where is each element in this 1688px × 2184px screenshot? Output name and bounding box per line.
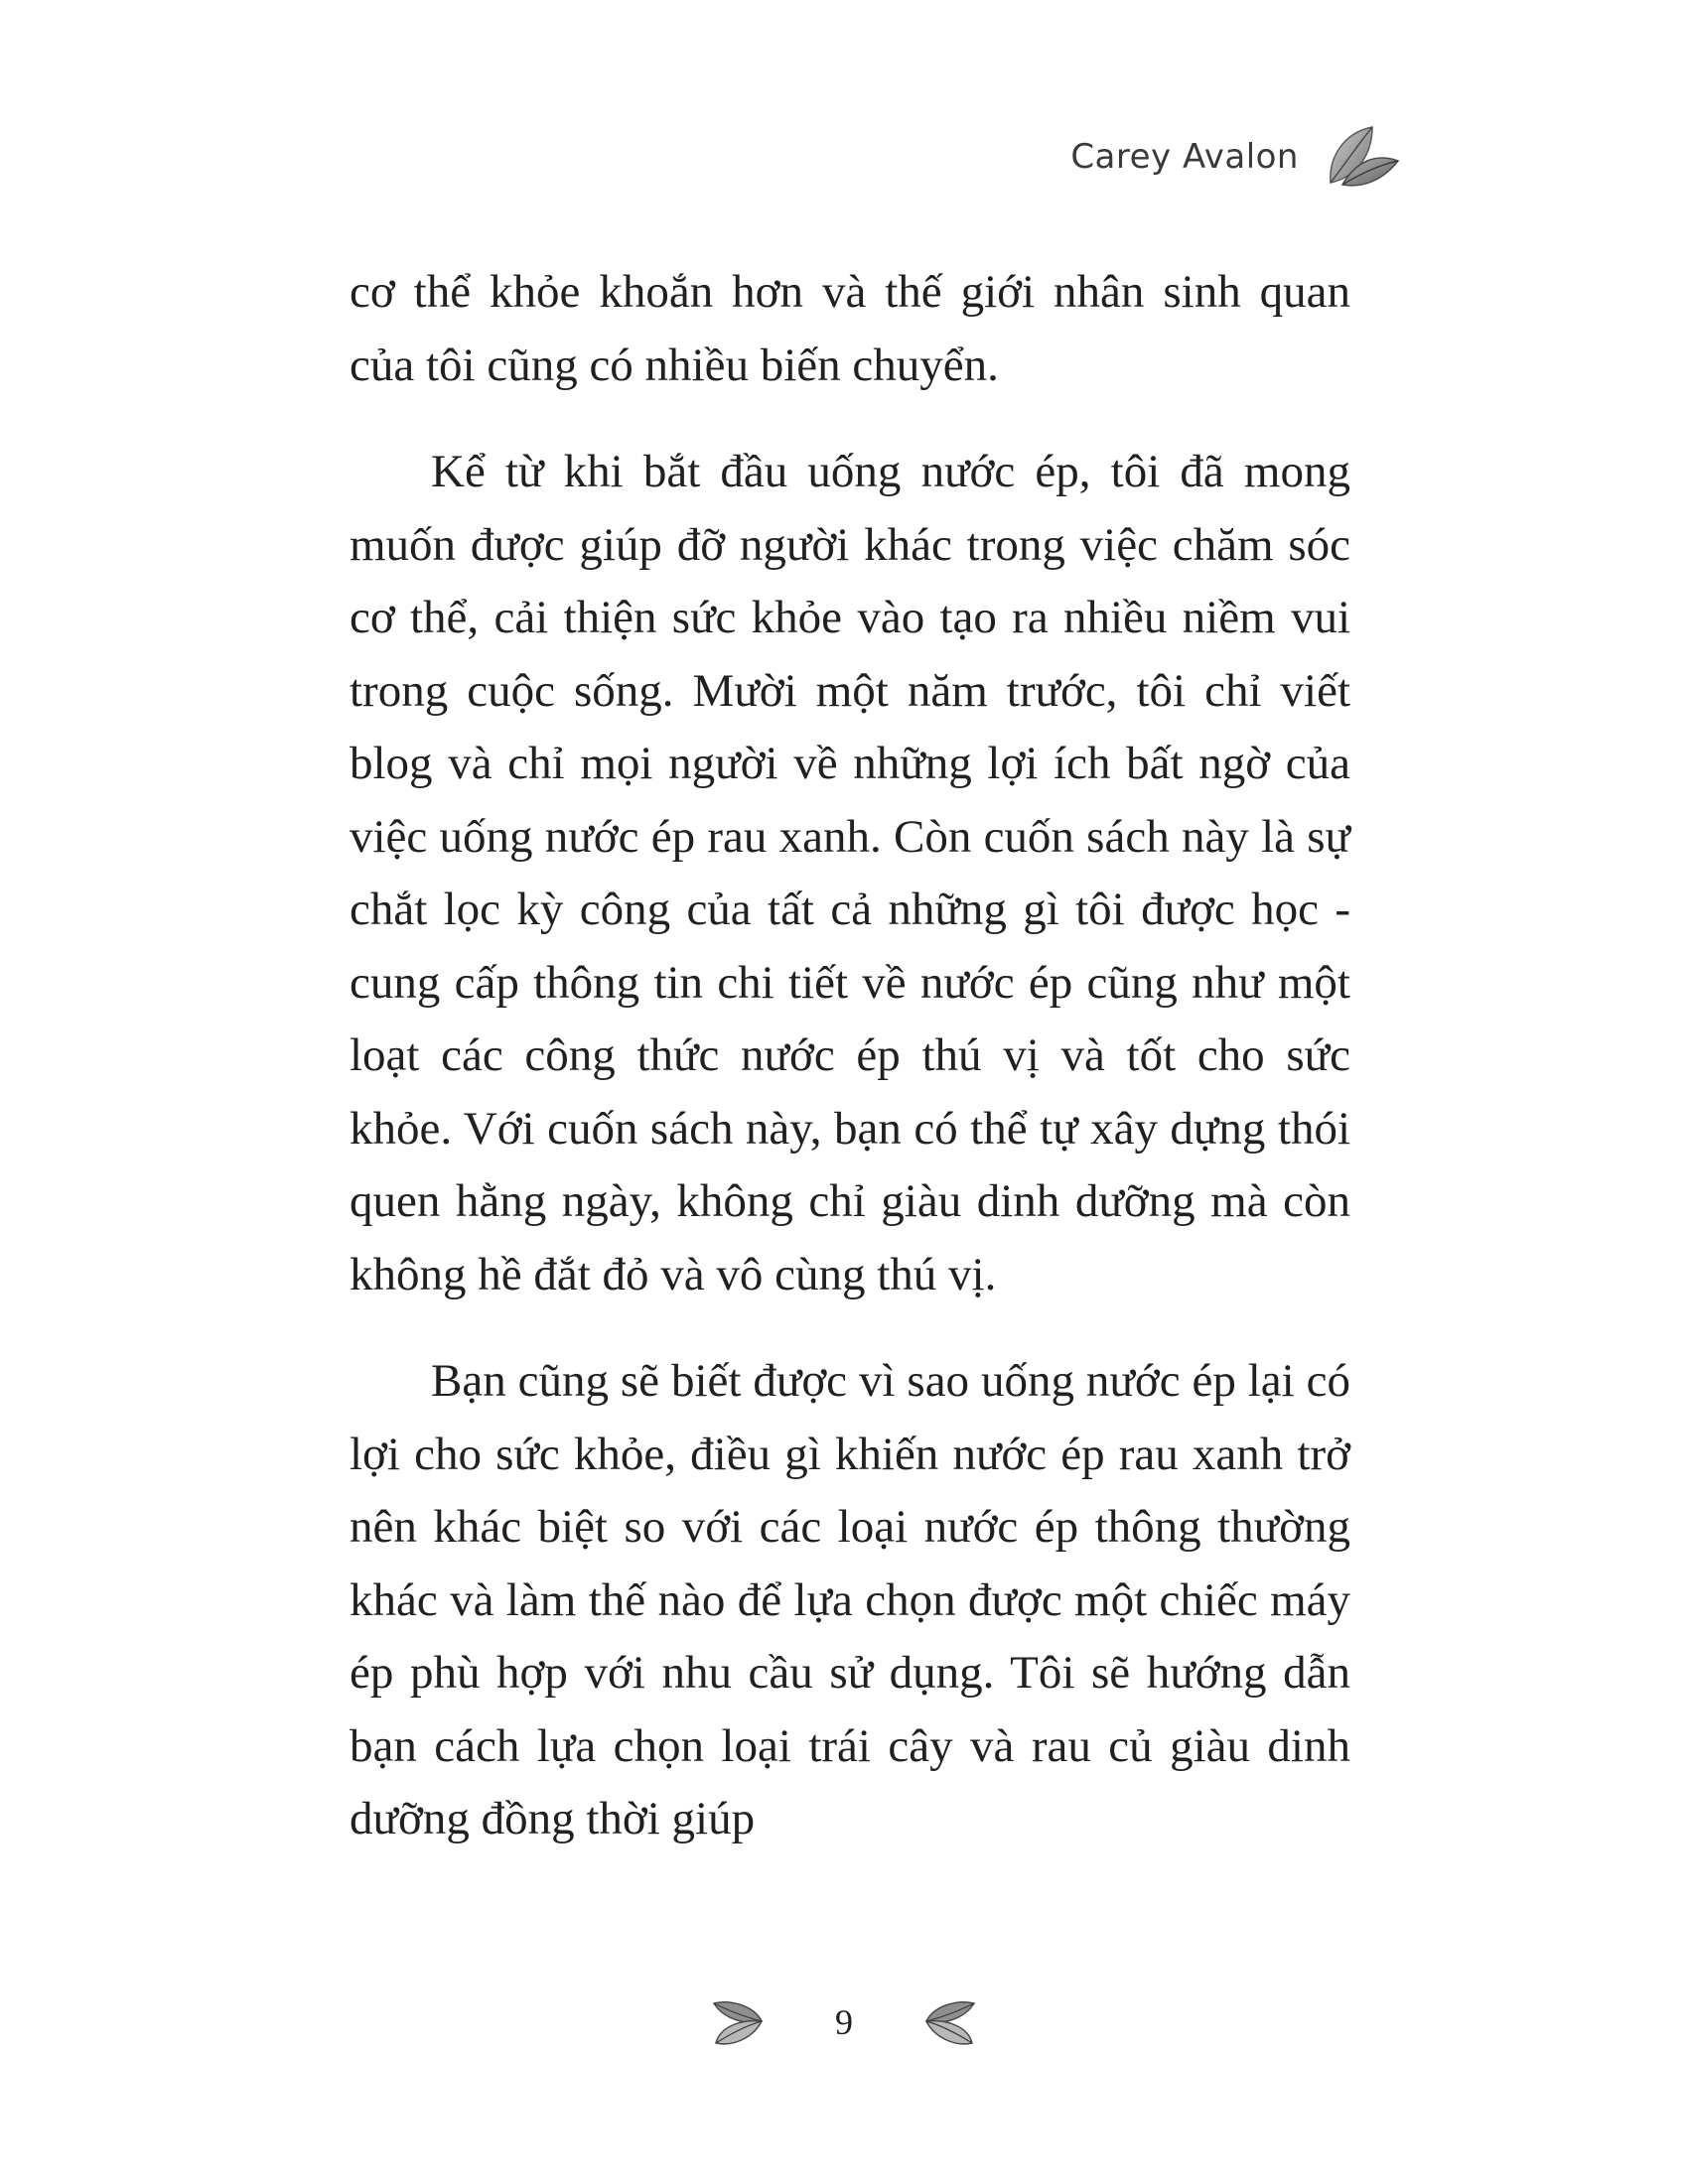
paragraph-3: Bạn cũng sẽ biết được vì sao uống nước ép lại có lợi cho sức khỏe, điều gì khiến nước ép rau xanh trở nên khác biệt so với các loại nước ép thông thường khác và làm thế nào để lựa chọn được một chiếc máy ép phù hợp với nhu cầu sử dụng. Tôi sẽ hướng dẫn bạn cách lựa chọn loại trái cây và rau củ giàu dinh dưỡng đồng thời giúp: [350, 1355, 1350, 1844]
paragraph-2: Kể từ khi bắt đầu uống nước ép, tôi đã mong muốn được giúp đỡ người khác trong việc chăm sóc cơ thể, cải thiện sức khỏe vào tạo ra nhiều niềm vui trong cuộc sống. Mười một năm trước, tôi chỉ viết blog và chỉ mọi người về những lợi ích bất ngờ của việc uống nước ép rau xanh. Còn cuốn sách này là sự chắt lọc kỳ công của tất cả những gì tôi được học - cung cấp thông tin chi tiết về nước ép cũng như một loạt các công thức nước ép thú vị và tốt cho sức khỏe. Với cuốn sách này, bạn có thể tự xây dựng thói quen hằng ngày, không chỉ giàu dinh dưỡng mà còn không hề đắt đỏ và vô cùng thú vị.: [350, 446, 1350, 1300]
leaf-icon: [1327, 125, 1400, 189]
page-number: 9: [835, 2002, 853, 2042]
leaf-left-icon: [710, 1997, 766, 2047]
header-author: Carey Avalon: [1070, 137, 1299, 177]
paragraph-1: cơ thể khỏe khoắn hơn và thế giới nhân sinh quan của tôi cũng có nhiều biến chuyển.: [350, 266, 1350, 391]
page-footer: [0, 1987, 1688, 2057]
body-text: [350, 256, 1350, 1890]
leaf-right-icon: [922, 1997, 978, 2047]
running-header: [1070, 127, 1400, 187]
